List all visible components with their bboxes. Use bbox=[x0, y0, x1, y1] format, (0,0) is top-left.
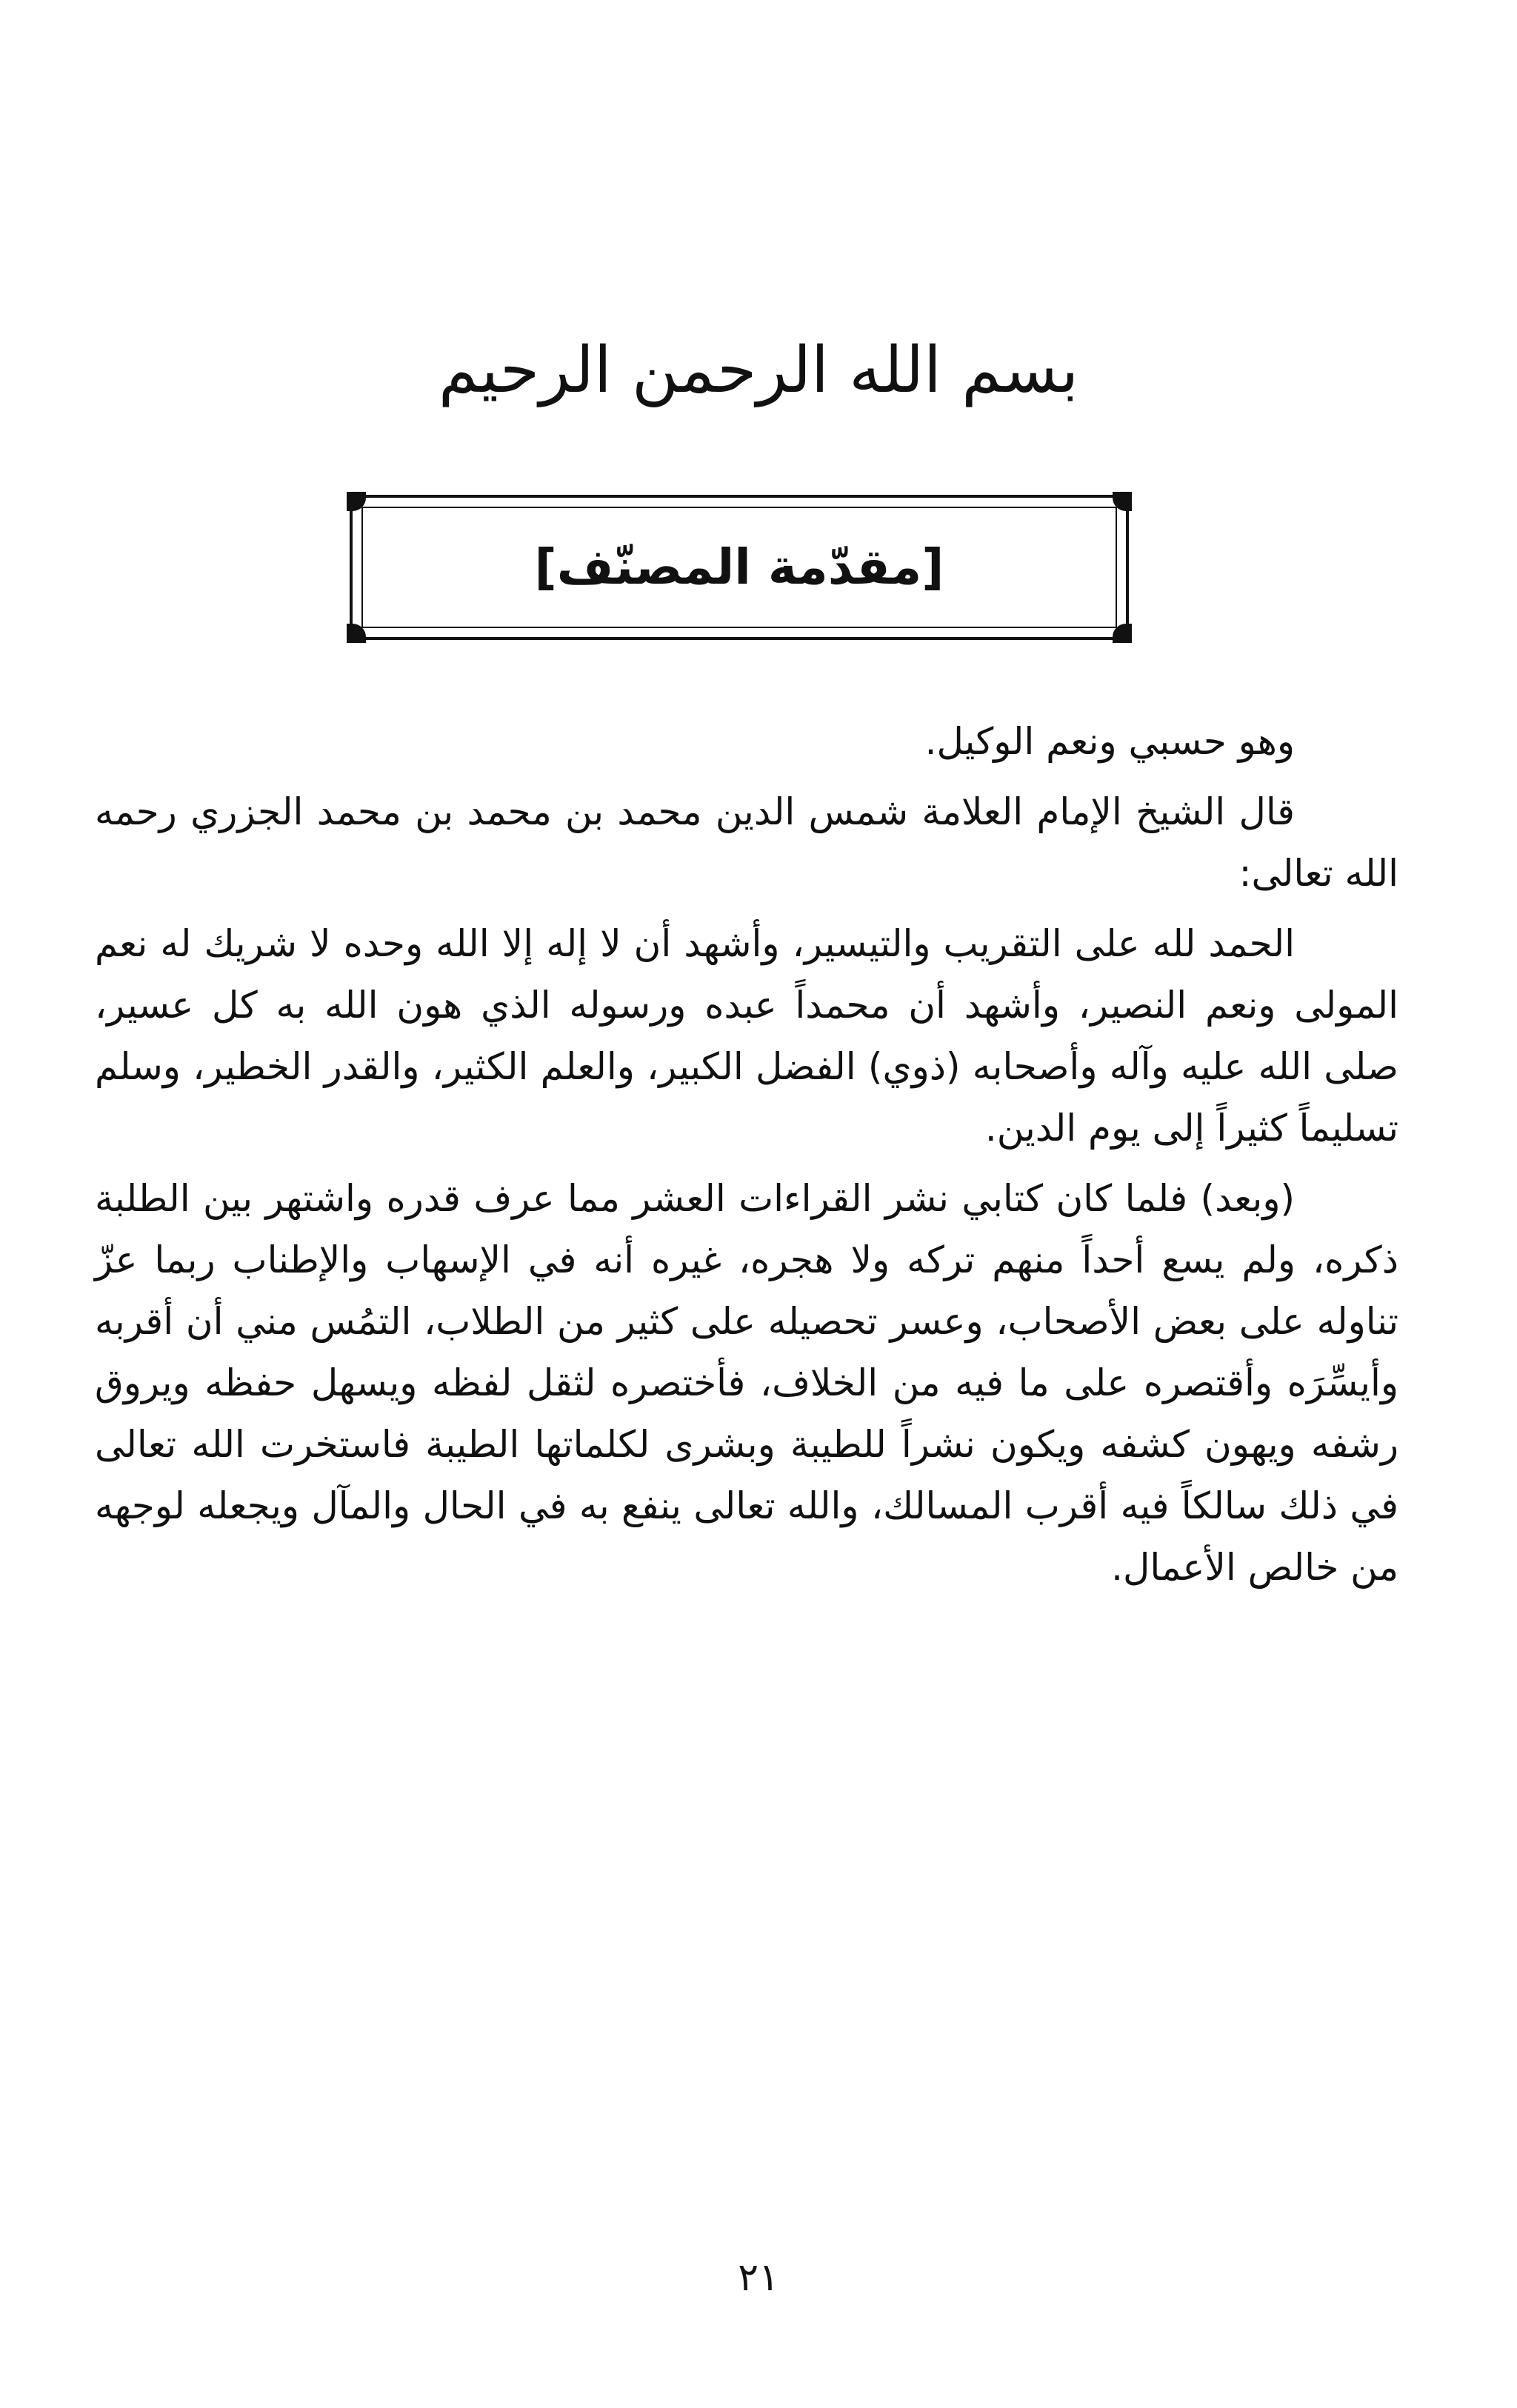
paragraph: (وبعد) فلما كان كتابي نشر القراءات العشر مما عرف قدره واشتهر بين الطلبة ذكره، ولم يسع أحداً منهم تركه ولا هجره، غيره أنه في الإسهاب والإطناب ربما عزّ تناوله على بعض الأصحاب، وعسر تحصيله على كثير من الطلاب، التمُس مني أن أقربه وأيسِّرَه وأقتصره على ما فيه من الخلاف، فأختصره لثقل لفظه ويسهل حفظه ويروق رشفه ويهون كشفه ويكون نشراً للطيبة وبشرى لكلماتها الطيبة فاستخرت الله تعالى في ذلك سالكاً فيه أقرب المسالك، والله تعالى ينفع به في الحال والمآل ويجعله لوجهه من خالص الأعمال. bbox=[95, 1177, 1398, 1589]
basmala-heading: بسم الله الرحمن الرحيم bbox=[438, 333, 1079, 407]
paragraph: قال الشيخ الإمام العلامة شمس الدين محمد بن محمد بن محمد الجزري رحمه الله تعالى: bbox=[95, 790, 1398, 895]
paragraph: الحمد لله على التقريب والتيسير، وأشهد أن لا إله إلا الله وحده لا شريك له نعم المولى ونعم النصير، وأشهد أن محمداً عبده ورسوله الذي هون الله به كل عسير، صلى الله عليه وآله وأصحابه (ذوي) الفضل الكبير، والعلم الكثير، والقدر الخطير، وسلم تسليماً كثيراً إلى يوم الدين. bbox=[95, 922, 1398, 1150]
body-text bbox=[95, 711, 1398, 1607]
page-number: ٢١ bbox=[738, 2255, 779, 2300]
paragraph: وهو حسبي ونعم الوكيل. bbox=[924, 720, 1295, 763]
chapter-title-frame bbox=[350, 495, 1129, 640]
chapter-title: [مقدّمة المصنّف] bbox=[534, 538, 944, 596]
